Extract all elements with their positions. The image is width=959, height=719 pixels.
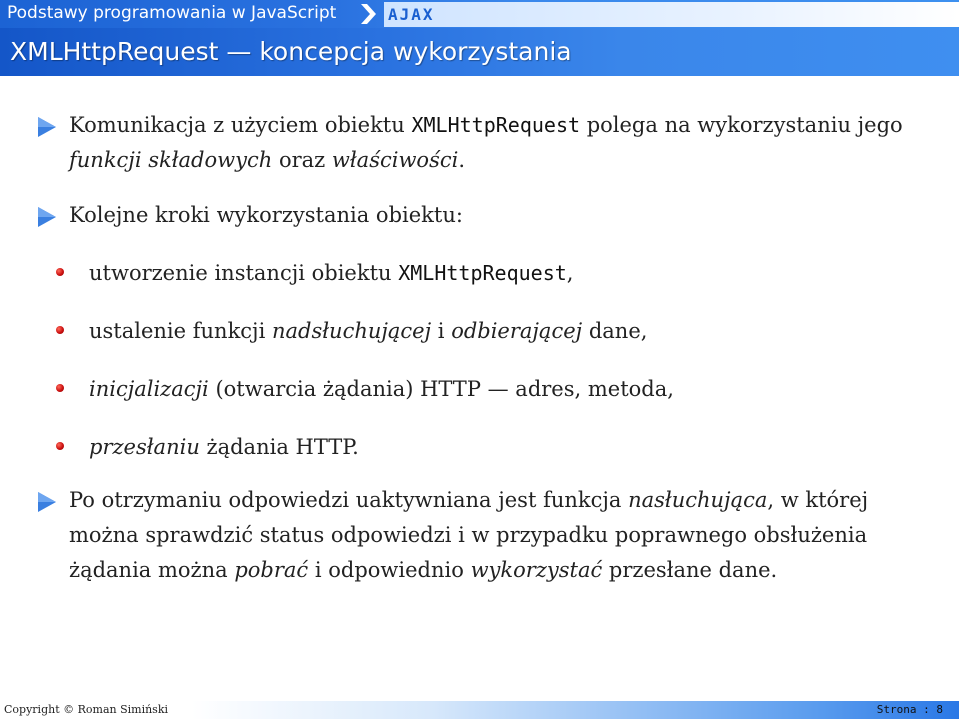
text: i odpowiednio	[308, 558, 471, 582]
code-xmlhttprequest: XMLHttpRequest	[398, 261, 567, 285]
paragraph-2: Kolejne kroki wykorzystania obiektu:	[69, 203, 463, 227]
text: żądania HTTP.	[199, 435, 359, 459]
topic-label: AJAX	[388, 5, 435, 24]
italic-text: wykorzystać	[470, 558, 603, 582]
footer-bar	[0, 701, 959, 719]
text: polega na wykorzystaniu jego	[580, 113, 903, 137]
arrow-bullet-icon	[36, 205, 58, 229]
text: żądania można	[69, 558, 235, 582]
arrow-bullet-icon	[36, 490, 58, 514]
italic-text: odbierającej	[451, 319, 583, 343]
text: można sprawdzić status odpowiedzi i w przypadku poprawnego obsłużenia	[69, 523, 868, 547]
text: .	[458, 148, 466, 172]
title-bar	[0, 28, 959, 76]
code-xmlhttprequest: XMLHttpRequest	[411, 113, 581, 137]
red-dot-bullet-icon	[56, 384, 64, 392]
step-1	[89, 261, 573, 285]
text: Po otrzymaniu odpowiedzi uaktywniana jest funkcja	[69, 488, 629, 512]
italic-text: nasłuchująca	[628, 488, 768, 512]
red-dot-bullet-icon	[56, 268, 64, 276]
copyright: Copyright © Roman Simiński	[4, 703, 169, 716]
text: (otwarcia żądania) HTTP — adres, metoda,	[208, 377, 674, 401]
italic-text: inicjalizacji	[89, 377, 209, 401]
page-number: Strona : 8	[876, 703, 943, 716]
italic-text: właściwości	[331, 148, 459, 172]
text: i	[431, 319, 452, 343]
step-4	[89, 435, 359, 459]
text: ,	[566, 261, 574, 285]
italic-text: pobrać	[234, 558, 309, 582]
step-2	[89, 319, 647, 343]
red-dot-bullet-icon	[56, 442, 64, 450]
red-dot-bullet-icon	[56, 326, 64, 334]
slide-title: XMLHttpRequest — koncepcja wykorzystania	[10, 37, 572, 66]
italic-text: nadsłuchującej	[271, 319, 432, 343]
italic-text: przesłaniu	[89, 435, 200, 459]
text: ustalenie funkcji	[89, 319, 272, 343]
text: oraz	[272, 148, 332, 172]
text: Komunikacja z użyciem obiektu	[69, 113, 412, 137]
step-3	[89, 377, 674, 401]
text: dane,	[582, 319, 648, 343]
chevron-right-icon	[361, 4, 377, 24]
topic-label-box	[384, 2, 959, 27]
paragraph-1	[69, 108, 939, 178]
paragraph-3	[69, 483, 949, 588]
text: przesłane dane.	[602, 558, 778, 582]
text: utworzenie instancji obiektu	[89, 261, 399, 285]
arrow-bullet-icon	[36, 115, 58, 139]
text: , w której	[767, 488, 869, 512]
italic-text: funkcji składowych	[69, 148, 273, 172]
course-title: Podstawy programowania w JavaScript	[7, 3, 337, 23]
